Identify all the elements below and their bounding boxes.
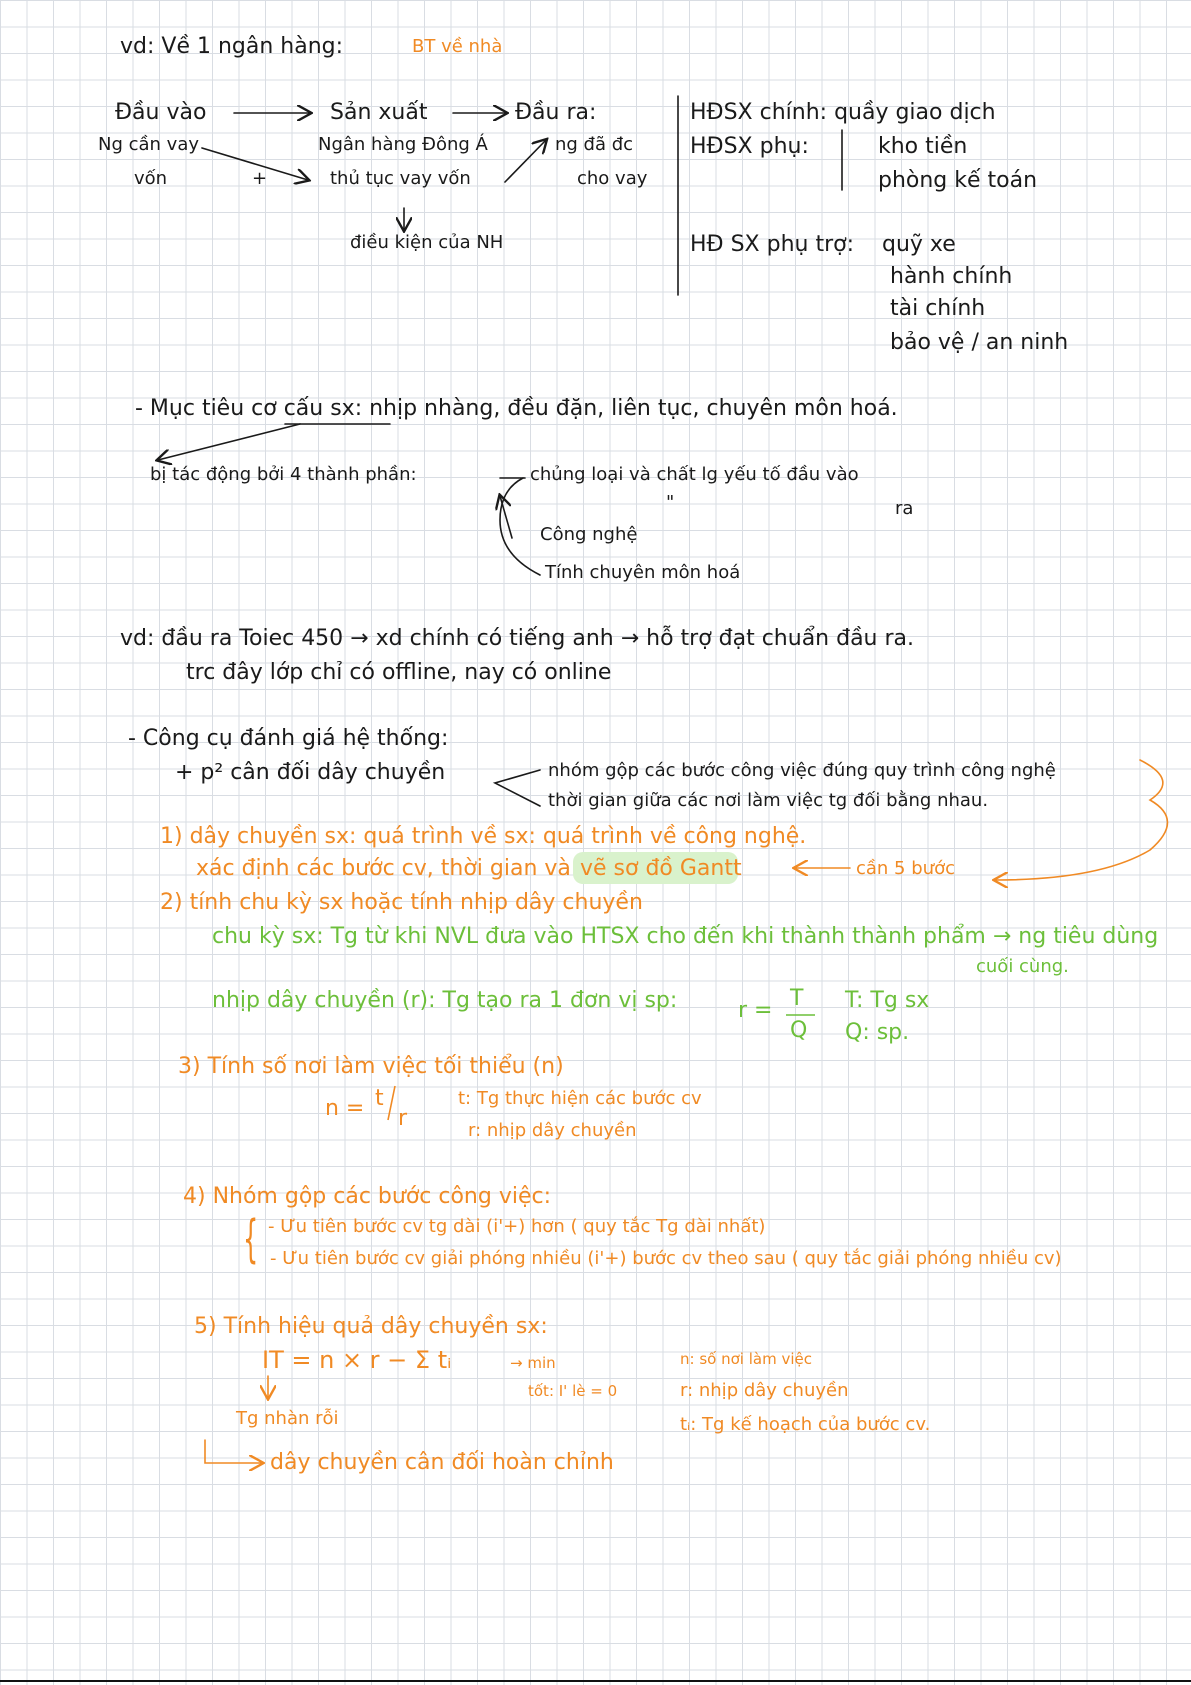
output-desc-1: ng đã đc (555, 134, 634, 155)
t-description: T: Tg sx (845, 988, 930, 1013)
activity-sub-item-2: phòng kế toán (878, 168, 1038, 193)
n-fraction-slash (388, 1086, 395, 1120)
arrow-input-desc (202, 148, 308, 180)
r-formula-denominator: Q (790, 1018, 808, 1043)
arrow-to-output-desc (505, 140, 546, 182)
process-desc-3: điều kiện của NH (350, 232, 504, 253)
activity-support-item-4: bảo vệ / an ninh (890, 330, 1069, 355)
output-label: Đầu ra: (515, 100, 597, 125)
idle-time-label: Tg nhàn rỗi (236, 1408, 339, 1429)
factors-branch (500, 478, 540, 575)
formula-min: → min (510, 1354, 556, 1372)
arrow-objectives-factors (158, 424, 300, 460)
step3-title: 3) Tính số nơi làm việc tối thiểu (n) (178, 1054, 564, 1079)
input-desc-1: Ng cần vay (98, 134, 200, 155)
objectives-line: - Mục tiêu cơ cấu sx: nhịp nhàng, đều đặn, liên tục, chuyên môn hoá. (135, 396, 898, 421)
process-desc-1: Ngân hàng Đông Á (318, 134, 488, 155)
homework-note: BT về nhà (412, 36, 503, 57)
step1-title: 1) dây chuyền sx: quá trình về sx: quá trình về công nghệ. (160, 824, 807, 849)
step2-title: 2) tính chu kỳ sx hoặc tính nhịp dây chuyền (160, 890, 643, 915)
factor-1: chủng loại và chất lg yếu tố đầu vào (530, 464, 859, 485)
activity-support-item-2: hành chính (890, 264, 1013, 289)
r-formula-lhs: r = (738, 998, 773, 1023)
cycle-definition: chu kỳ sx: Tg từ khi NVL đưa vào HTSX cho đến khi thành thành phẩm → ng tiêu dùng (212, 924, 1159, 949)
activity-support-label: HĐ SX phụ trợ: (690, 232, 855, 257)
q-description: Q: sp. (845, 1020, 910, 1045)
factor-2: Công nghệ (540, 524, 638, 545)
rhythm-definition: nhịp dây chuyền (r): Tg tạo ra 1 đơn vị sp: (212, 988, 678, 1013)
activity-support-item-1: quỹ xe (882, 232, 956, 257)
step1-desc: xác định các bước cv, thời gian và (196, 856, 571, 881)
process-desc-2: thủ tục vay vốn (330, 168, 471, 189)
t-step-description: t: Tg thực hiện các bước cv (458, 1088, 702, 1109)
step4-title: 4) Nhóm gộp các bước công việc: (183, 1184, 551, 1209)
example2-line-2: trc đây lớp chỉ có offline, nay có online (186, 660, 612, 685)
conclusion: dây chuyền cân đối hoàn chỉnh (270, 1450, 614, 1475)
tools-note-1: nhóm gộp các bước công việc đúng quy trình công nghệ (548, 760, 1056, 781)
n-formula-t: t (375, 1086, 384, 1111)
activity-main: HĐSX chính: quầy giao dịch (690, 100, 996, 125)
activity-sub-label: HĐSX phụ: (690, 134, 809, 159)
best-value-note: tốt: I' lè = 0 (528, 1382, 618, 1400)
example1-heading: vd: Về 1 ngân hàng: (120, 34, 344, 59)
factor-1-out: ra (895, 498, 914, 519)
tools-note-2: thời gian giữa các nơi làm việc tg đối bằng nhau. (548, 790, 989, 811)
tools-balance: + p² cân đối dây chuyền (175, 760, 446, 785)
output-desc-2: cho vay (577, 168, 648, 189)
plus-sign: + (252, 168, 268, 189)
r-formula-numerator: T (790, 986, 804, 1011)
five-steps-note: cần 5 bước (856, 858, 955, 879)
factor-1-ditto: " (666, 492, 675, 513)
tools-heading: - Công cụ đánh giá hệ thống: (128, 726, 449, 751)
input-desc-2: vốn (134, 168, 168, 189)
cycle-definition-2: cuối cùng. (976, 956, 1069, 977)
example2-line-1: vd: đầu ra Toiec 450 → xd chính có tiếng anh → hỗ trợ đạt chuẩn đầu ra. (120, 626, 915, 651)
r-note: r: nhịp dây chuyền (680, 1380, 849, 1401)
n-formula-lhs: n = (325, 1096, 365, 1121)
factors-label: bị tác động bởi 4 thành phần: (150, 464, 417, 485)
process-label: Sản xuất (330, 100, 428, 125)
step1-highlight-text: vẽ sơ đồ Gantt (580, 856, 742, 881)
activity-sub-item-1: kho tiền (878, 134, 968, 159)
n-formula-r: r (398, 1106, 408, 1131)
factor-3: Tính chuyên môn hoá (545, 562, 741, 583)
page-bottom-rule (0, 1680, 1191, 1682)
step5-title: 5) Tính hiệu quả dây chuyền sx: (194, 1314, 548, 1339)
step4-rule-1: - Ưu tiên bước cv tg dài (i'+) hơn ( quy tắc Tg dài nhất) (268, 1216, 766, 1237)
arrow-conclusion (205, 1440, 262, 1463)
activity-support-item-3: tài chính (890, 296, 986, 321)
r-step-description: r: nhịp dây chuyền (468, 1120, 637, 1141)
efficiency-formula: IT = n × r − Σ tᵢ (262, 1346, 452, 1374)
curve-to-five-steps (995, 760, 1168, 880)
input-label: Đầu vào (115, 100, 207, 125)
rules-brace: { (243, 1209, 259, 1269)
step4-rule-2: - Ưu tiên bước cv giải phóng nhiều (i'+) bước cv theo sau ( quy tắc giải phóng nhiều cv) (270, 1248, 1062, 1269)
n-note: n: số nơi làm việc (680, 1350, 812, 1368)
ti-note: tᵢ: Tg kế hoạch của bước cv. (680, 1414, 931, 1435)
tools-branch (495, 770, 540, 806)
